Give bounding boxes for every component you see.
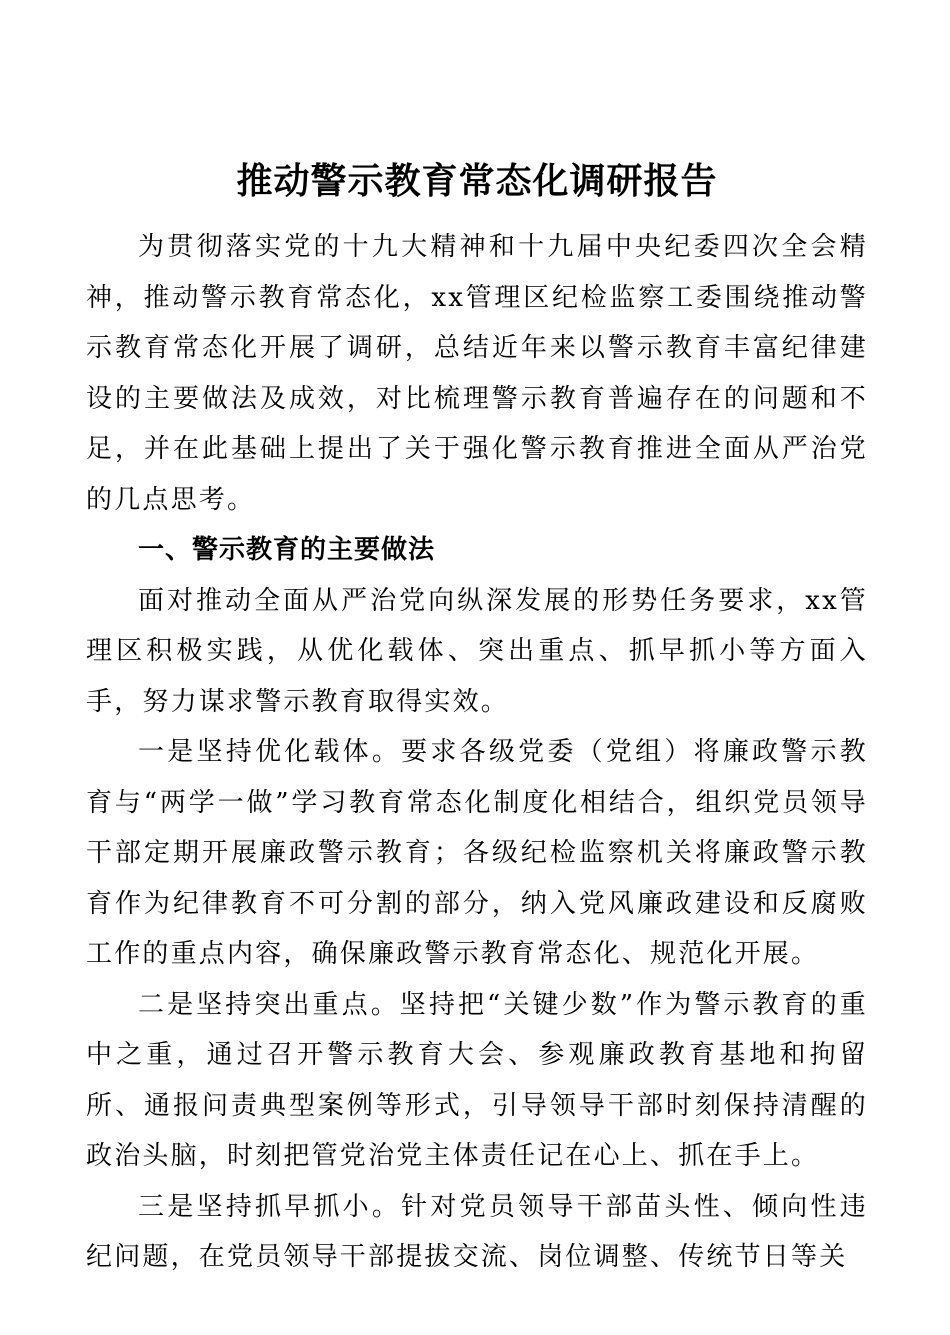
intro-paragraph: 为贯彻落实党的十九大精神和十九届中央纪委四次全会精神，推动警示教育常态化，xx管理区纪检监察工委围绕推动警示教育常态化开展了调研，总结近年来以警示教育丰富纪律建设的主要做法及成效，对比梳理警示教育普遍存在的问题和不足，并在此基础上提出了关于强化警示教育推进全面从严治党的几点思考。 (86, 232, 868, 515)
body-paragraph: 面对推动全面从严治党向纵深发展的形势任务要求，xx管理区积极实践，从优化载体、突出重点、抓早抓小等方面入手，努力谋求警示教育取得实效。 (86, 585, 868, 717)
document-body (86, 222, 868, 1283)
body-paragraph: 二是坚持突出重点。坚持把“关键少数”作为警示教育的重中之重，通过召开警示教育大会、参观廉政教育基地和拘留所、通报问责典型案例等形式，引导领导干部时刻保持清醒的政治头脑，时刻把管党治党主体责任记在心上、抓在手上。 (86, 989, 868, 1171)
section-heading: 一、警示教育的主要做法 (138, 535, 436, 565)
document-title: 推动警示教育常态化调研报告 (236, 161, 718, 202)
body-paragraph: 一是坚持优化载体。要求各级党委（党组）将廉政警示教育与“两学一做”学习教育常态化制度化相结合，组织党员领导干部定期开展廉政警示教育；各级纪检监察机关将廉政警示教育作为纪律教育不可分割的部分，纳入党风廉政建设和反腐败工作的重点内容，确保廉政警示教育常态化、规范化开展。 (86, 737, 868, 969)
document-page (86, 0, 868, 1335)
body-paragraph: 三是坚持抓早抓小。针对党员领导干部苗头性、倾向性违纪问题，在党员领导干部提拔交流、岗位调整、传统节日等关 (86, 1191, 868, 1272)
